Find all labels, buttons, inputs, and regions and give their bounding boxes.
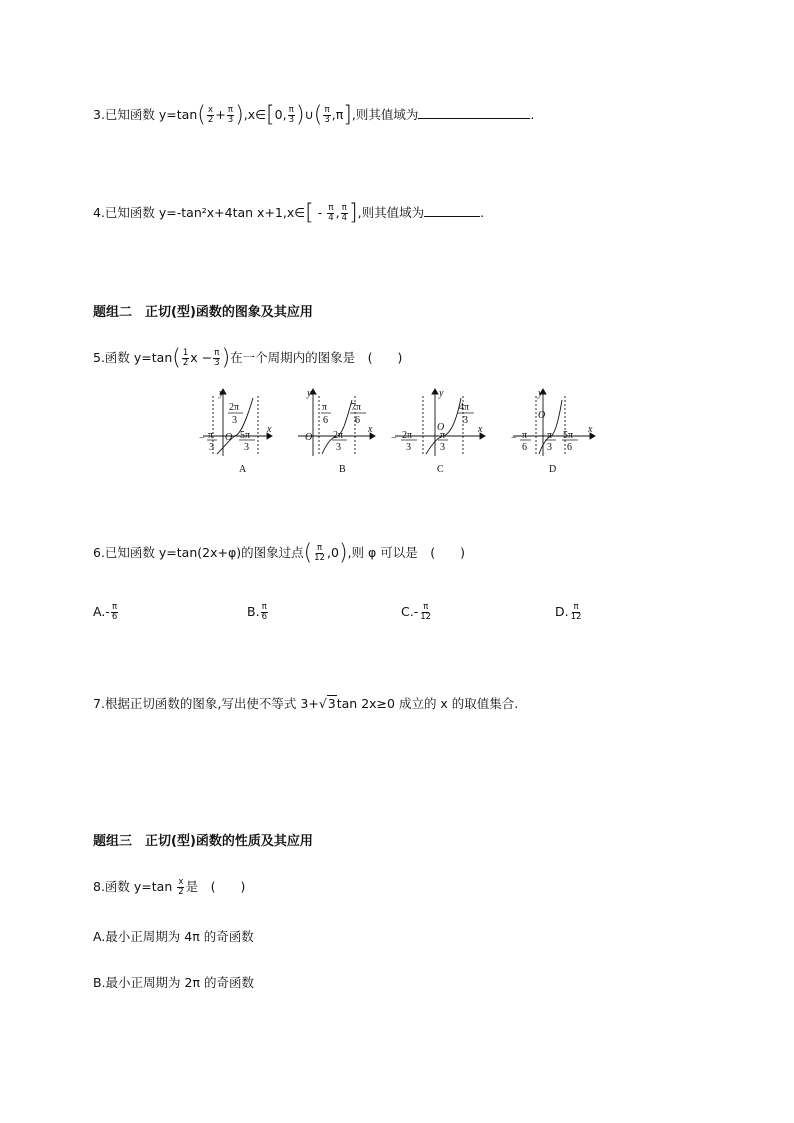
q6-option-a[interactable]: A.- $\frac{\pi}{6}$ [93, 602, 118, 622]
question-6: 6.已知函数 y=tan(2x+φ)的图象过点( $\frac{\pi}{12}$ ,0),则 φ 可以是 ( ) [93, 540, 465, 566]
svg-text:3: 3 [440, 442, 445, 453]
q4-answer-blank[interactable] [424, 204, 480, 217]
svg-text:3: 3 [547, 442, 552, 453]
svg-text:π: π [547, 430, 553, 441]
q3-frac-x2: $\frac{x}{2}$ [207, 105, 214, 125]
graph-a-ylabel: y [219, 388, 224, 399]
svg-text:3: 3 [336, 442, 341, 453]
graph-c-label: C [437, 464, 444, 475]
svg-text:2π: 2π [333, 430, 344, 441]
svg-text:−: − [511, 433, 517, 444]
question-3: 3.已知函数 y=tan( $\frac{x}{2}$ + $\frac{\pi}{3}$ ),x∈[0, $\frac{\pi}{3}$ )∪( $\frac{\pi}{3}$ ,π],则其值域为 . [93, 102, 535, 128]
svg-text:3: 3 [244, 442, 249, 453]
svg-text:π: π [522, 430, 528, 441]
section-heading-3: 题组三 正切(型)函数的性质及其应用 [93, 834, 313, 849]
svg-text:5π: 5π [240, 430, 251, 441]
svg-text:4π: 4π [459, 402, 470, 413]
q3-frac-pi3: $\frac{\pi}{3}$ [227, 105, 234, 125]
graph-a-top-num: 2π [229, 402, 240, 413]
svg-text:3: 3 [406, 442, 411, 453]
q5-graphs [195, 388, 605, 478]
svg-text:3: 3 [463, 415, 468, 426]
graph-b-label: B [339, 464, 346, 475]
question-4: 4.已知函数 y=-tan²x+4tan x+1,x∈[ - $\frac{\pi}{4}$ , $\frac{\pi}{4}$ ],则其值域为 . [93, 200, 485, 226]
question-8: 8.函数 y=tan $\frac{x}{2}$ 是 ( ) [93, 877, 246, 897]
svg-text:O: O [437, 422, 445, 433]
svg-text:O: O [538, 410, 546, 421]
q3-prefix: 3.已知函数 y=tan [93, 107, 198, 122]
q8-option-a[interactable]: A.最小正周期为 4π 的奇函数 [93, 929, 254, 944]
svg-text:x: x [478, 424, 483, 435]
q3-answer-blank[interactable] [418, 106, 530, 119]
svg-text:x: x [588, 424, 593, 435]
svg-text:6: 6 [355, 415, 360, 426]
svg-text:O: O [305, 432, 313, 443]
svg-text:y: y [538, 388, 543, 399]
q6-option-b[interactable]: B. $\frac{\pi}{6}$ [247, 602, 267, 622]
question-5: 5.函数 y=tan( $\frac{1}{2}$ x − $\frac{\pi}{3}$ )在一个周期内的图象是 ( ) [93, 345, 403, 371]
graph-a-origin: O [225, 432, 233, 443]
svg-text:y: y [439, 388, 444, 399]
section-heading-2: 题组二 正切(型)函数的图象及其应用 [93, 305, 313, 320]
q6-option-c[interactable]: C.- $\frac{\pi}{12}$ [401, 602, 432, 622]
svg-text:6: 6 [323, 415, 328, 426]
svg-text:3: 3 [232, 415, 237, 426]
svg-text:x: x [368, 424, 373, 435]
sqrt-3: √3 [318, 696, 336, 711]
question-7: 7.根据正切函数的图象,写出使不等式 3+√3tan 2x≥0 成立的 x 的取值集合. [93, 694, 518, 714]
q4-prefix: 4.已知函数 y=-tan²x+4tan x+1,x∈ [93, 205, 306, 220]
svg-text:−: − [391, 433, 397, 444]
graph-a-xlabel: x [267, 424, 272, 435]
svg-text:6: 6 [567, 442, 572, 453]
svg-text:3: 3 [209, 442, 214, 453]
q6-option-d[interactable]: D. $\frac{\pi}{12}$ [555, 602, 582, 622]
q8-option-b[interactable]: B.最小正周期为 2π 的奇函数 [93, 975, 254, 990]
svg-text:y: y [307, 388, 312, 399]
svg-text:2π: 2π [402, 430, 413, 441]
graph-d-label: D [549, 464, 557, 475]
svg-text:5π: 5π [563, 430, 574, 441]
svg-text:π: π [322, 402, 328, 413]
graph-a-label: A [239, 464, 247, 475]
svg-text:−: − [199, 433, 205, 444]
svg-text:6: 6 [522, 442, 527, 453]
svg-text:π: π [440, 430, 446, 441]
svg-text:7π: 7π [351, 402, 362, 413]
svg-text:π: π [208, 430, 214, 441]
